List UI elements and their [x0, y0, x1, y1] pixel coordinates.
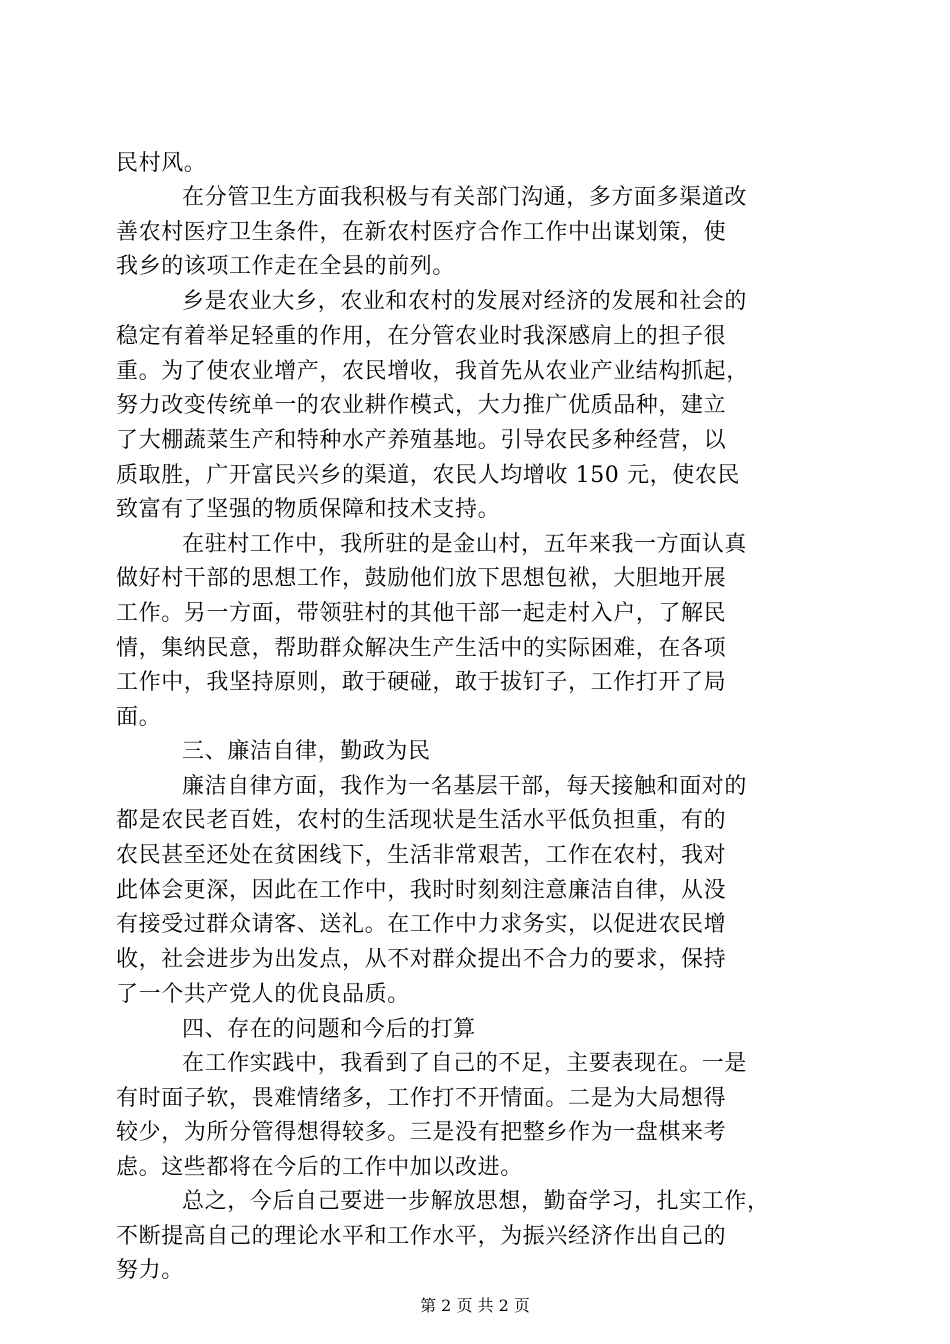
text-line: 在工作实践中，我看到了自己的不足，主要表现在。一是: [182, 1051, 748, 1076]
text-line: 在分管卫生方面我积极与有关部门沟通，多方面多渠道改: [182, 185, 748, 210]
text-line: 我乡的该项工作走在全县的前列。: [116, 254, 456, 279]
text-line: 不断提高自己的理论水平和工作水平，为振兴经济作出自己的: [116, 1224, 727, 1249]
text-line: 民村风。: [116, 151, 207, 176]
text-line: 农民甚至还处在贫困线下，生活非常艰苦，工作在农村，我对: [116, 843, 727, 868]
text-line: 在驻村工作中，我所驻的是金山村，五年来我一方面认真: [182, 532, 748, 557]
page-footer: 第 2 页 共 2 页: [420, 1296, 530, 1315]
text-line: 虑。这些都将在今后的工作中加以改进。: [116, 1155, 523, 1180]
text-line: 较少，为所分管得想得较多。三是没有把整乡作为一盘棋来考: [116, 1120, 727, 1145]
text-line: 情，集纳民意，帮助群众解决生产生活中的实际困难，在各项: [116, 636, 727, 661]
text-line: 乡是农业大乡，农业和农村的发展对经济的发展和社会的: [182, 289, 748, 314]
text-line: 有接受过群众请客、送礼。在工作中力求务实，以促进农民增: [116, 912, 727, 937]
text-line: 了一个共产党人的优良品质。: [116, 982, 410, 1007]
text-line: 此体会更深，因此在工作中，我时时刻刻注意廉洁自律，从没: [116, 878, 727, 903]
text-line: 善农村医疗卫生条件，在新农村医疗合作工作中出谋划策，使: [116, 220, 727, 245]
text-line: 廉洁自律方面，我作为一名基层干部，每天接触和面对的: [182, 774, 748, 799]
text-line: 面。: [116, 705, 162, 730]
text-line: 稳定有着举足轻重的作用，在分管农业时我深感肩上的担子很: [116, 324, 727, 349]
text-line: 总之，今后自己要进一步解放思想，勤奋学习，扎实工作，: [182, 1189, 770, 1214]
text-line: 了大棚蔬菜生产和特种水产养殖基地。引导农民多种经营，以: [116, 428, 727, 453]
text-line: 努力。: [116, 1258, 184, 1283]
text-line: 收，社会进步为出发点，从不对群众提出不合力的要求，保持: [116, 947, 727, 972]
text-line: 做好村干部的思想工作，鼓励他们放下思想包袱，大胆地开展: [116, 566, 727, 591]
text-line: 四、存在的问题和今后的打算: [182, 1017, 476, 1042]
text-line: 质取胜，广开富民兴乡的渠道，农民人均增收 150 元，使农民: [116, 463, 740, 488]
text-line: 努力改变传统单一的农业耕作模式，大力推广优质品种，建立: [116, 393, 727, 418]
text-line: 有时面子软，畏难情绪多，工作打不开情面。二是为大局想得: [116, 1086, 727, 1111]
text-line: 致富有了坚强的物质保障和技术支持。: [116, 497, 501, 522]
text-line: 重。为了使农业增产，农民增收，我首先从农业产业结构抓起，: [116, 359, 749, 384]
text-line: 三、廉洁自律，勤政为民: [182, 739, 431, 764]
text-line: 工作中，我坚持原则，敢于硬碰，敢于拔钉子，工作打开了局: [116, 670, 727, 695]
text-line: 都是农民老百姓，农村的生活现状是生活水平低负担重，有的: [116, 808, 727, 833]
text-line: 工作。另一方面，带领驻村的其他干部一起走村入户，了解民: [116, 601, 727, 626]
